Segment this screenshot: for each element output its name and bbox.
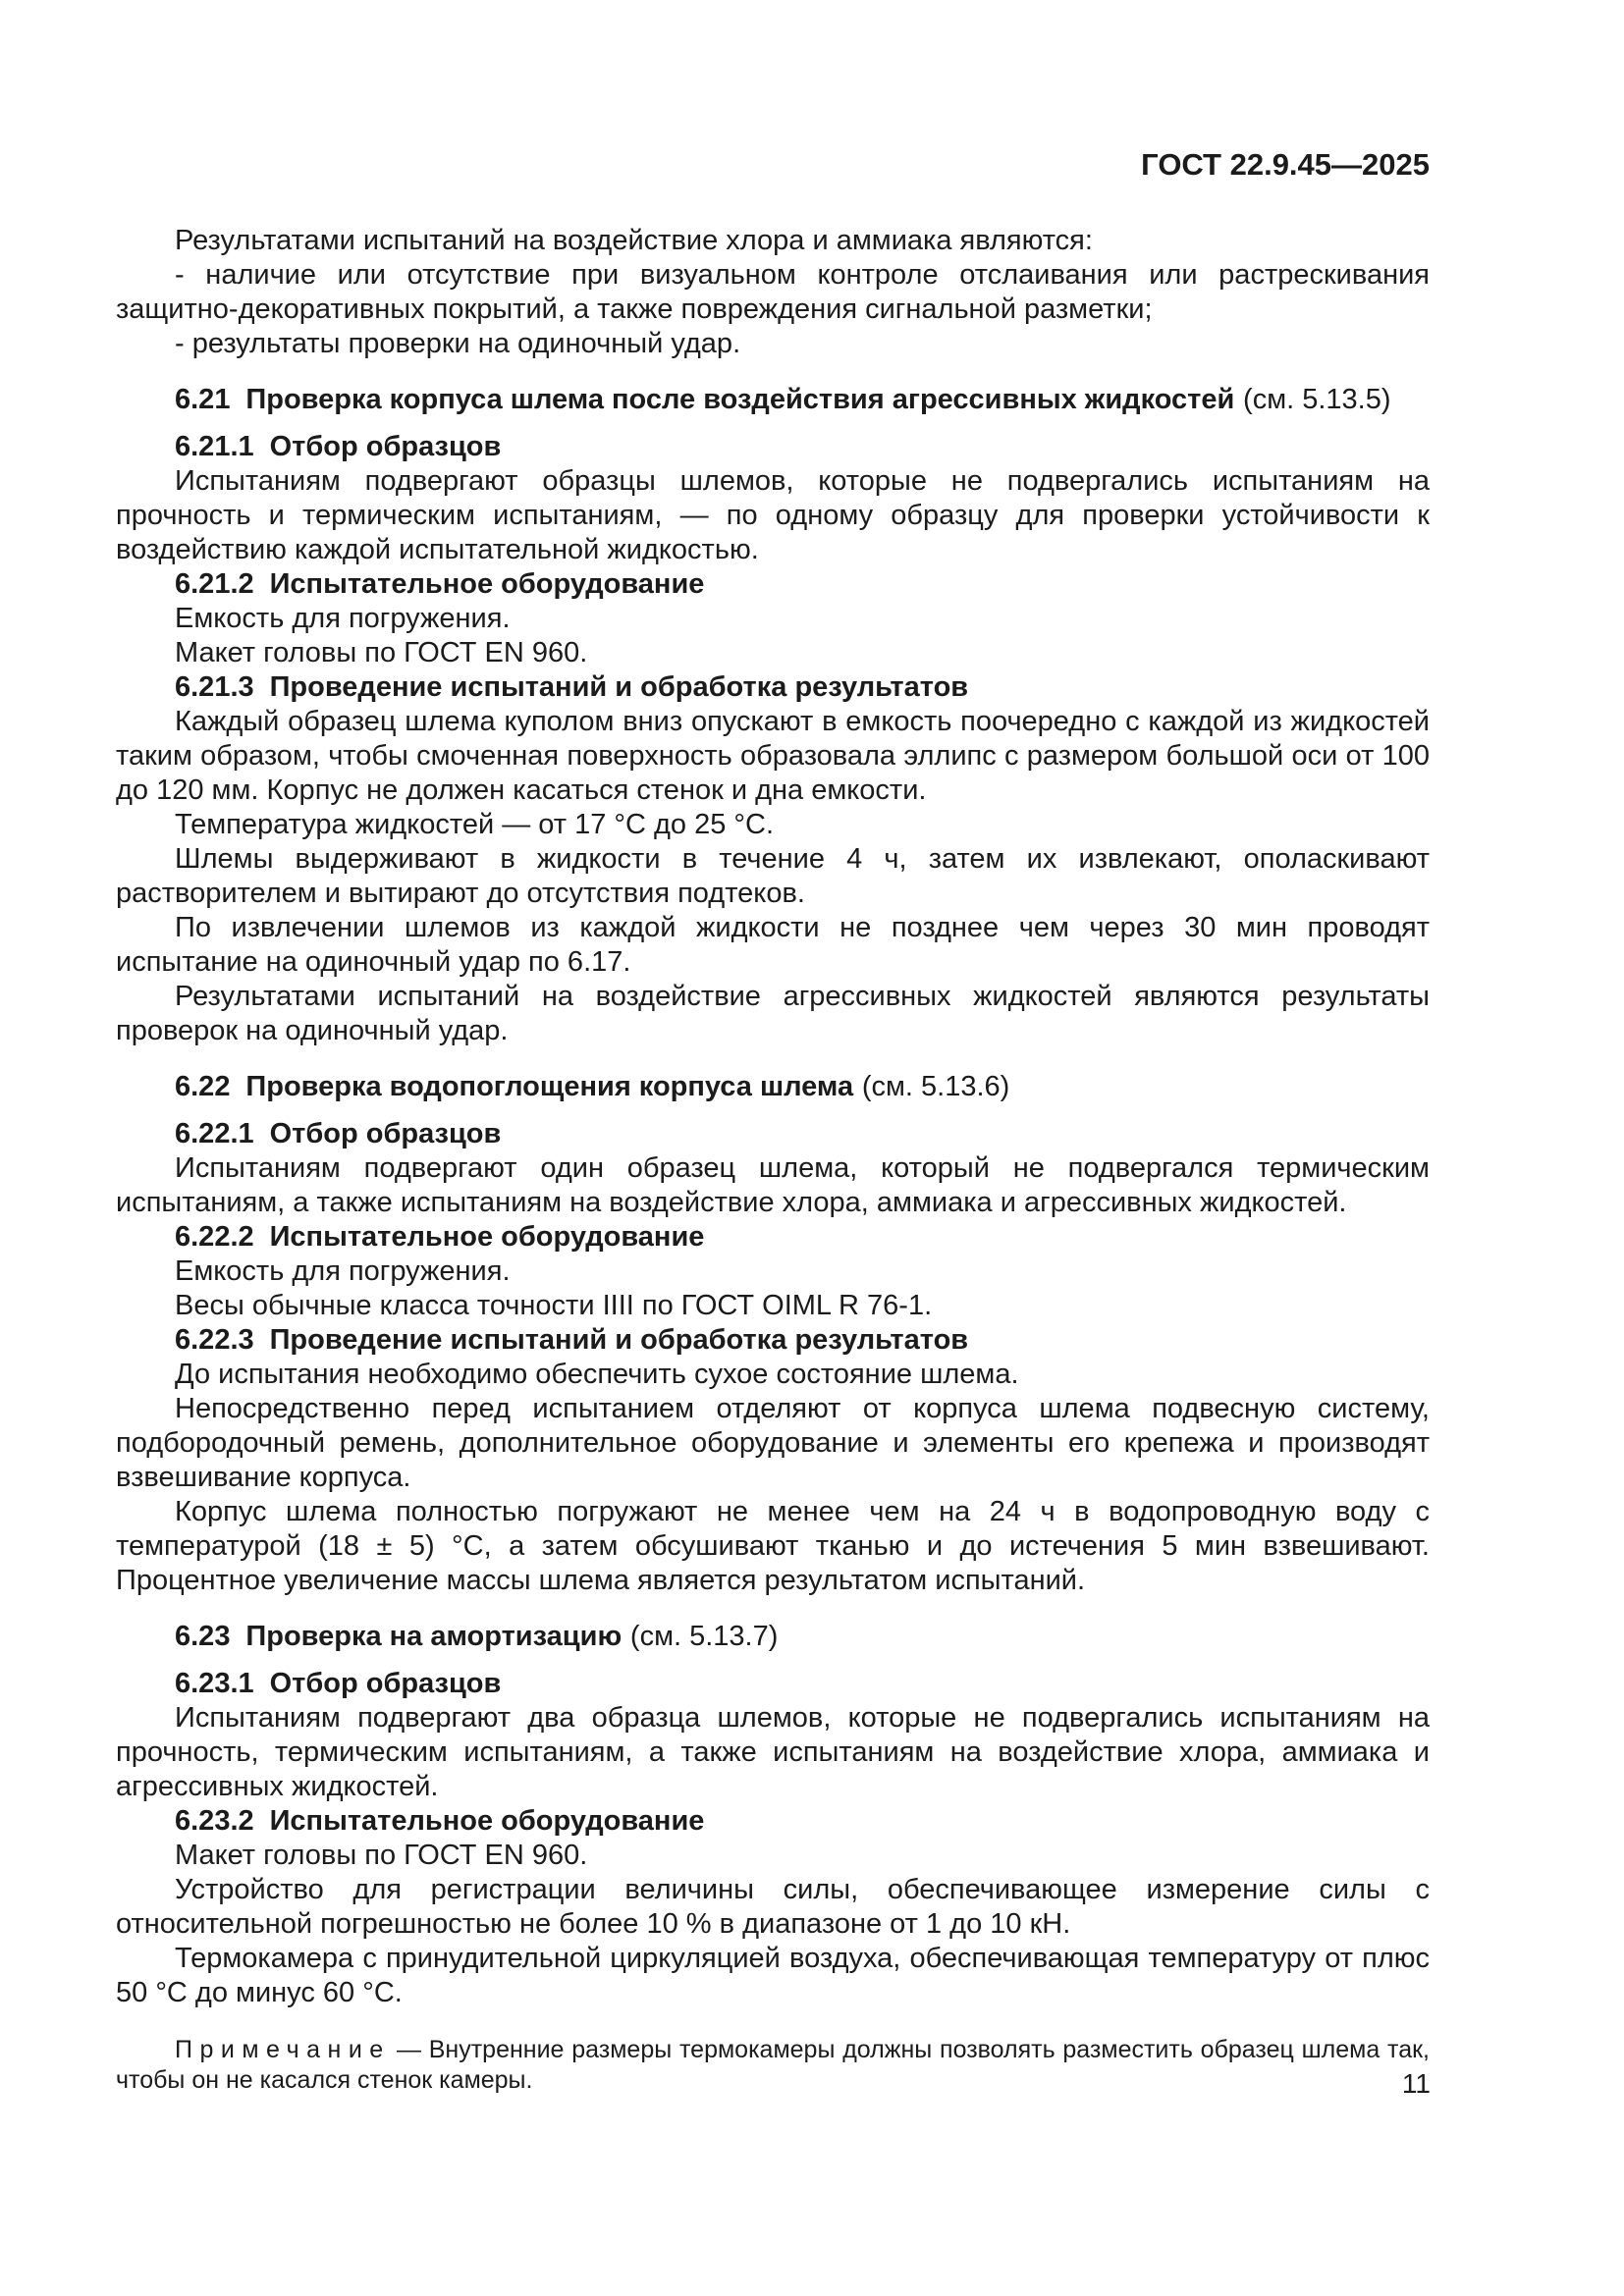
paragraph: Макет головы по ГОСТ EN 960. [175, 637, 588, 668]
subsection-number: 6.22.2 [175, 1221, 254, 1253]
paragraph: Результатами испытаний на воздействие агрессивных жидкостей являются результаты проверок на одиночный удар. [116, 981, 1430, 1046]
paragraph: Испытаниям подвергают образцы шлемов, которые не подвергались испытаниям на прочность и термическим испытаниям, — по одному образцу для проверки устойчивости к воздействию каждой испытательной жидкостью. [116, 465, 1430, 565]
section-title: Проверка корпуса шлема после воздействия агрессивных жидкостей [245, 384, 1235, 415]
paragraph: Емкость для погружения. [175, 603, 511, 634]
subsection-title: Проведение испытаний и обработка результатов [269, 1324, 969, 1356]
subsection-heading-6-23-2 [116, 1804, 1430, 1839]
note-text: — Внутренние размеры термокамеры должны позволять разместить образец шлема так, чтобы он не касался стенок камеры. [116, 2036, 1430, 2094]
subsection-heading-6-22-2 [116, 1220, 1430, 1255]
paragraph: Температура жидкостей — от 17 °C до 25 °C. [175, 809, 775, 840]
subsection-title: Отбор образцов [269, 1668, 502, 1699]
section-heading-6-21 [116, 383, 1430, 417]
paragraph: Корпус шлема полностью погружают не менее чем на 24 ч в водопроводную воду с температурой (18 ± 5) °C, а затем обсушивают тканью и до истечения 5 мин взвешивают. Процентное увеличение массы шлема является результатом испытаний. [116, 1496, 1430, 1596]
section-number: 6.22 [175, 1071, 231, 1102]
paragraph: Непосредственно перед испытанием отделяют от корпуса шлема подвесную систему, подбородочный ремень, дополнительное оборудование и элементы его крепежа и производят взвешивание корпуса. [116, 1393, 1430, 1493]
subsection-heading-6-23-1 [116, 1667, 1430, 1701]
section-ref: (см. 5.13.7) [629, 1621, 779, 1652]
subsection-number: 6.23.1 [175, 1668, 254, 1699]
subsection-number: 6.22.1 [175, 1118, 254, 1149]
paragraph: Результатами испытаний на воздействие хлора и аммиака являются: [175, 225, 1093, 256]
subsection-heading-6-21-2 [116, 567, 1430, 602]
section-title: Проверка водопоглощения корпуса шлема [245, 1071, 854, 1102]
doc-code: ГОСТ 22.9.45—2025 [1141, 147, 1430, 182]
subsection-title: Испытательное оборудование [269, 1805, 705, 1837]
subsection-title: Отбор образцов [269, 431, 502, 462]
subsection-heading-6-21-1 [116, 430, 1430, 464]
subsection-heading-6-22-1 [116, 1117, 1430, 1151]
paragraph: Шлемы выдерживают в жидкости в течение 4 ч, затем их извлекают, ополаскивают растворителем и вытирают до отсутствия подтеков. [116, 843, 1430, 909]
document-body [116, 224, 1430, 2096]
paragraph: Термокамера с принудительной циркуляцией воздуха, обеспечивающая температуру от плюс 50 °C до минус 60 °C. [116, 1943, 1430, 2008]
paragraph: До испытания необходимо обеспечить сухое состояние шлема. [175, 1359, 1019, 1390]
section-heading-6-22 [116, 1070, 1430, 1104]
note-label: Примечание [175, 2036, 391, 2063]
paragraph: Весы обычные класса точности IIII по ГОСТ OIML R 76-1. [175, 1290, 933, 1321]
paragraph: - результаты проверки на одиночный удар. [175, 328, 741, 359]
subsection-number: 6.21.2 [175, 568, 254, 600]
paragraph: Емкость для погружения. [175, 1255, 511, 1287]
subsection-number: 6.21.1 [175, 431, 254, 462]
subsection-number: 6.21.3 [175, 671, 254, 703]
subsection-number: 6.23.2 [175, 1805, 254, 1837]
subsection-heading-6-22-3 [116, 1323, 1430, 1358]
section-ref: (см. 5.13.6) [861, 1071, 1010, 1102]
subsection-title: Испытательное оборудование [269, 1221, 705, 1253]
section-heading-6-23 [116, 1620, 1430, 1654]
subsection-number: 6.22.3 [175, 1324, 254, 1356]
section-number: 6.23 [175, 1621, 231, 1652]
paragraph: Испытаниям подвергают один образец шлема, который не подвергался термическим испытаниям, а также испытаниям на воздействие хлора, аммиака и агрессивных жидкостей. [116, 1152, 1430, 1218]
note-block [116, 2035, 1430, 2096]
section-ref: (см. 5.13.5) [1243, 384, 1391, 415]
paragraph: Макет головы по ГОСТ EN 960. [175, 1840, 588, 1871]
subsection-title: Проведение испытаний и обработка результатов [269, 671, 969, 703]
paragraph: По извлечении шлемов из каждой жидкости не позднее чем через 30 мин проводят испытание на одиночный удар по 6.17. [116, 912, 1430, 978]
page-header [1141, 147, 1430, 182]
paragraph: Каждый образец шлема куполом вниз опускают в емкость поочередно с каждой из жидкостей таким образом, чтобы смоченная поверхность образовала эллипс с размером большой оси от 100 до 120 мм. Корпус не должен касаться стенок и дна емкости. [116, 706, 1430, 806]
section-number: 6.21 [175, 384, 231, 415]
paragraph: Устройство для регистрации величины силы, обеспечивающее измерение силы с относительной погрешностью не более 10 % в диапазоне от 1 до 10 кН. [116, 1874, 1430, 1940]
paragraph: Испытаниям подвергают два образца шлемов, которые не подвергались испытаниям на прочность, термическим испытаниям, а также испытаниям на воздействие хлора, аммиака и агрессивных жидкостей. [116, 1702, 1430, 1802]
subsection-heading-6-21-3 [116, 670, 1430, 705]
page-number: 11 [1401, 2068, 1431, 2099]
subsection-title: Испытательное оборудование [269, 568, 705, 600]
subsection-title: Отбор образцов [269, 1118, 502, 1149]
paragraph: - наличие или отсутствие при визуальном контроле отслаивания или растрескивания защитно-декоративных покрытий, а также повреждения сигнальной разметки; [116, 259, 1430, 325]
section-title: Проверка на амортизацию [245, 1621, 623, 1652]
